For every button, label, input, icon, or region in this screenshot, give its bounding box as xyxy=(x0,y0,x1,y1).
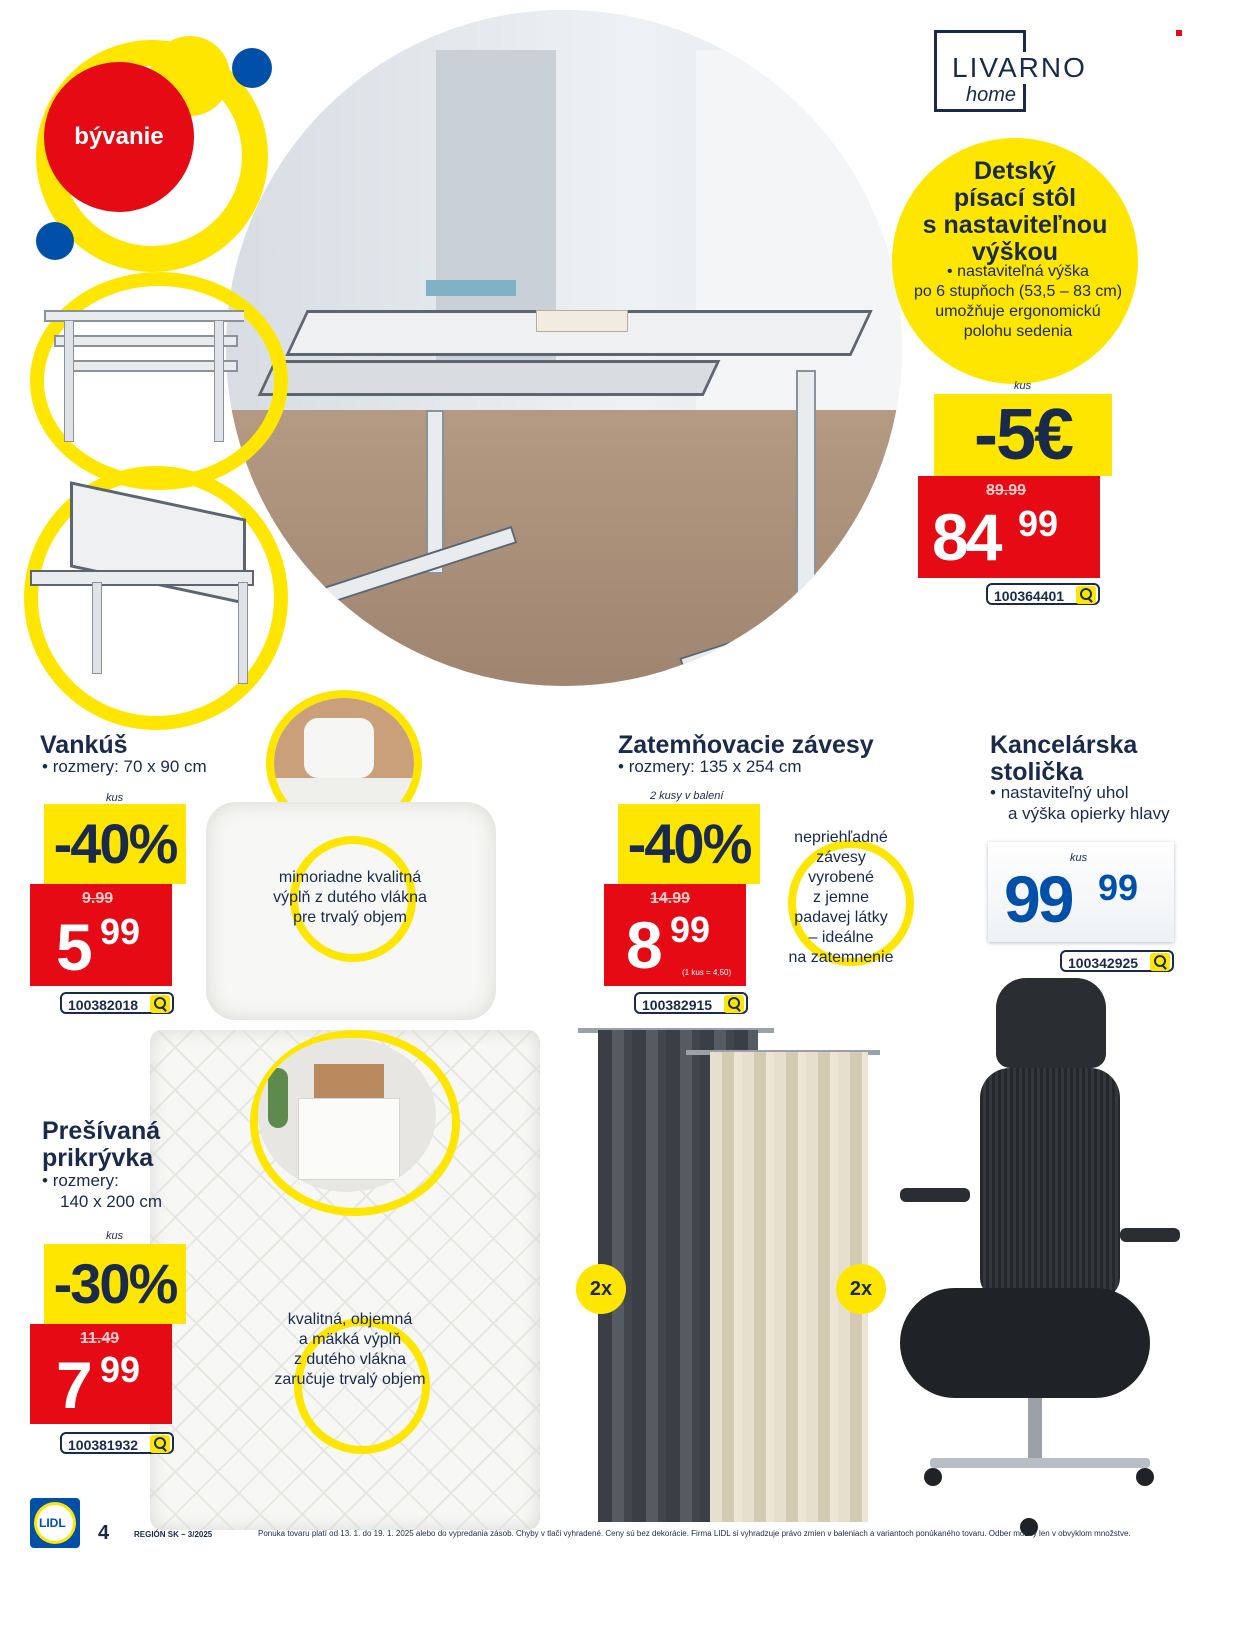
blanket-old-price: 11.49 xyxy=(80,1330,120,1347)
desk-title: Detský písací stôl s nastaviteľnou výškou xyxy=(922,157,1108,266)
desk-features: • nastaviteľná výška po 6 stupňoch (53,5 – 83 cm) umožňuje ergonomickú polohu sedenia xyxy=(913,263,1123,340)
blanket-unit: kus xyxy=(106,1230,124,1242)
blanket-price-int: 7 xyxy=(56,1348,90,1422)
curtains-unit-price: (1 kus = 4,50) xyxy=(682,968,732,977)
pillow-price-int: 5 xyxy=(56,910,90,984)
corner-mark xyxy=(1176,30,1182,36)
lidl-logo: LIDL xyxy=(30,1498,80,1548)
blanket-features: • rozmery: 140 x 200 cm xyxy=(42,1171,163,1211)
blanket-discount: -30% xyxy=(44,1244,186,1324)
chair-code[interactable]: 100342925 xyxy=(1060,950,1174,972)
page-number: 4 xyxy=(98,1522,110,1544)
chair-price-dec: 99 xyxy=(1098,867,1139,908)
chair-features: • nastaviteľný uhol a výška opierky hlavy xyxy=(990,783,1170,823)
brand-name: LIVARNO xyxy=(948,52,1091,84)
curtains-note: nepriehľadné závesy vyrobené z jemne padavej látky – ideálne na zatemnenie xyxy=(788,829,894,966)
blanket-scene-photo xyxy=(258,1038,436,1192)
chair-photo xyxy=(900,978,1180,1538)
blanket-price-dec: 99 xyxy=(100,1349,141,1390)
disclaimer: Ponuka tovaru platí od 13. 1. do 19. 1. 2025 alebo do vypredania zásob. Chyby v tlači vyhradené. Ceny sú bez dekorácie. Firma LIDL si vyhradzuje právo zmien v baleniach a variantoch ponúkaného tovaru. Odber možný len v obvyklom množstve. xyxy=(258,1529,1131,1538)
desk-old-price: 89.99 xyxy=(986,482,1027,499)
category-badge-label: bývanie xyxy=(74,123,164,150)
pillow-code[interactable]: 100382018 xyxy=(60,992,174,1014)
region-label: REGIÓN SK – 3/2025 xyxy=(134,1530,213,1539)
chair-title: Kancelárska stolička xyxy=(990,731,1138,786)
pillow-old-price: 9.99 xyxy=(82,890,114,907)
search-icon xyxy=(150,1435,170,1453)
desk-photo xyxy=(226,10,902,686)
pillow-note: mimoriadne kvalitná výplň z dutého vlákna pre trvalý objem xyxy=(273,869,427,926)
curtains-title: Zatemňovacie závesy xyxy=(618,731,874,759)
desk-price-dec: 99 xyxy=(1018,503,1059,544)
search-icon xyxy=(1150,953,1170,971)
blanket-title: Prešívaná prikrývka xyxy=(42,1117,161,1172)
pillow-feature: • rozmery: 70 x 90 cm xyxy=(42,757,207,776)
curtains-feature: • rozmery: 135 x 254 cm xyxy=(618,757,802,776)
search-icon xyxy=(724,995,744,1013)
chair-unit: kus xyxy=(1070,852,1088,864)
curtains-price-int: 8 xyxy=(626,908,660,982)
pillow-price-dec: 99 xyxy=(100,911,141,952)
pillow-discount: -40% xyxy=(44,804,186,884)
desk-tilt-photo xyxy=(30,470,260,690)
curtains-price-dec: 99 xyxy=(670,909,711,950)
curtains-qty-left: 2x xyxy=(576,1264,626,1314)
desk-detail-photo xyxy=(44,300,244,450)
search-icon xyxy=(1076,586,1096,604)
curtains-old-price: 14.99 xyxy=(650,890,691,907)
pillow-title: Vankúš xyxy=(40,731,128,759)
curtains-discount: -40% xyxy=(618,804,760,884)
blanket-code[interactable]: 100381932 xyxy=(60,1432,174,1454)
decor-blue-dot xyxy=(36,222,74,260)
desk-discount: -5€ xyxy=(934,394,1112,476)
desk-price-box xyxy=(918,476,1100,578)
brand-sub: home xyxy=(966,84,1017,106)
chair-price-box xyxy=(988,842,1174,942)
category-badge xyxy=(44,62,194,212)
curtains-qty-right: 2x xyxy=(836,1264,886,1314)
search-icon xyxy=(150,995,170,1013)
pillow-unit: kus xyxy=(106,792,124,804)
curtains-price-box xyxy=(604,884,746,986)
blanket-note: kvalitná, objemná a mäkká výplň z dutého vlákna zaručuje trvalý objem xyxy=(274,1311,426,1388)
pillow-price-box xyxy=(30,884,172,986)
chair-price-int: 99 xyxy=(1004,862,1072,936)
curtains-code[interactable]: 100382915 xyxy=(634,992,748,1014)
blanket-price-box xyxy=(30,1324,172,1424)
desk-code[interactable]: 100364401 xyxy=(986,583,1100,605)
desk-unit: kus xyxy=(1014,380,1032,392)
curtains-unit: 2 kusy v balení xyxy=(650,790,724,802)
desk-price-int: 84 xyxy=(932,500,1000,574)
